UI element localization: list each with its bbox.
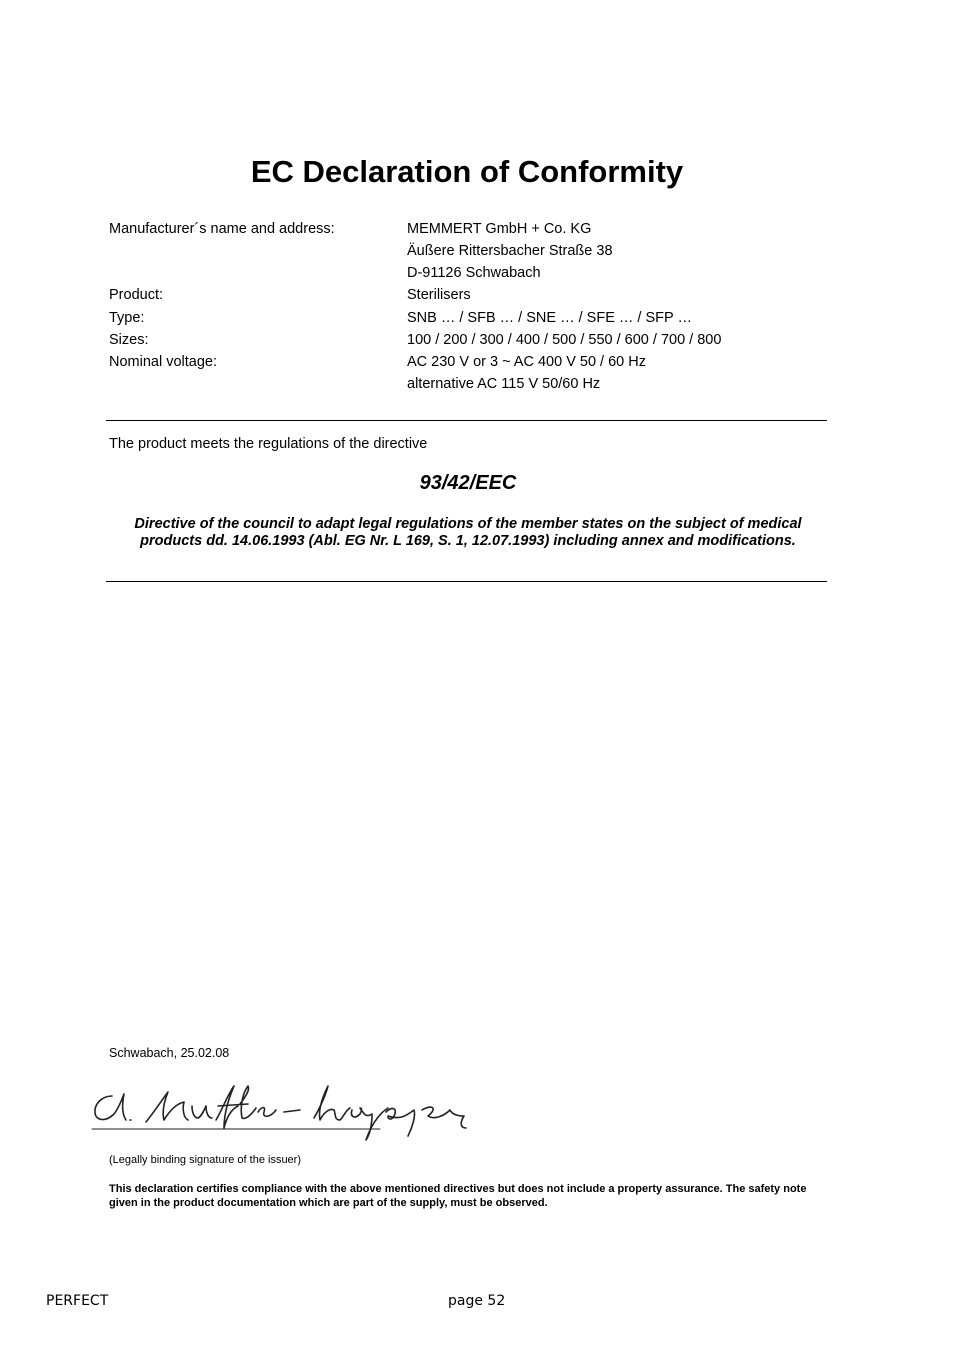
voltage-alt-value: alternative AC 115 V 50/60 Hz — [407, 376, 601, 392]
product-value: Sterilisers — [407, 287, 471, 303]
voltage-value: AC 230 V or 3 ~ AC 400 V 50 / 60 Hz — [407, 354, 646, 370]
handwritten-signature — [88, 1080, 488, 1150]
document-title: EC Declaration of Conformity — [250, 154, 684, 189]
type-row — [0, 310, 954, 332]
voltage-row — [0, 354, 954, 376]
directive-description: Directive of the council to adapt legal regulations of the member states on the subject of medical products dd. 14.06.1993 (Abl. EG Nr. L 169, S. 1, 12.07.1993) including annex and modifications. — [134, 516, 802, 549]
voltage-alt-row — [0, 376, 954, 398]
manufacturer-city: D-91126 Schwabach — [407, 265, 541, 281]
type-value: SNB … / SFB … / SNE … / SFE … / SFP … — [407, 310, 692, 326]
footer-page-number: page 52 — [448, 1293, 506, 1309]
compliance-note: This declaration certifies compliance with the above mentioned directives but does not include a property assurance. The safety note given in the product documentation which are part of the supply, must be observed. — [109, 1183, 807, 1209]
product-label: Product: — [109, 287, 163, 303]
manufacturer-street: Äußere Rittersbacher Straße 38 — [407, 243, 613, 259]
manufacturer-row — [0, 221, 954, 243]
sizes-row — [0, 332, 954, 354]
divider-bottom — [106, 581, 827, 582]
divider-top — [106, 420, 827, 421]
voltage-label: Nominal voltage: — [109, 354, 217, 370]
manufacturer-name: MEMMERT GmbH + Co. KG — [407, 221, 592, 237]
manufacturer-label: Manufacturer´s name and address: — [109, 221, 335, 237]
signature-caption: (Legally binding signature of the issuer) — [109, 1154, 302, 1166]
product-row — [0, 287, 954, 309]
manufacturer-city-row — [0, 265, 954, 287]
directive-number: 93/42/EEC — [419, 472, 517, 494]
sizes-label: Sizes: — [109, 332, 149, 348]
type-label: Type: — [109, 310, 145, 326]
manufacturer-street-row — [0, 243, 954, 265]
directive-intro: The product meets the regulations of the directive — [109, 436, 428, 452]
place-date: Schwabach, 25.02.08 — [109, 1046, 230, 1060]
sizes-value: 100 / 200 / 300 / 400 / 500 / 550 / 600 / 700 / 800 — [407, 332, 722, 348]
footer-product-name: PERFECT — [46, 1293, 109, 1309]
